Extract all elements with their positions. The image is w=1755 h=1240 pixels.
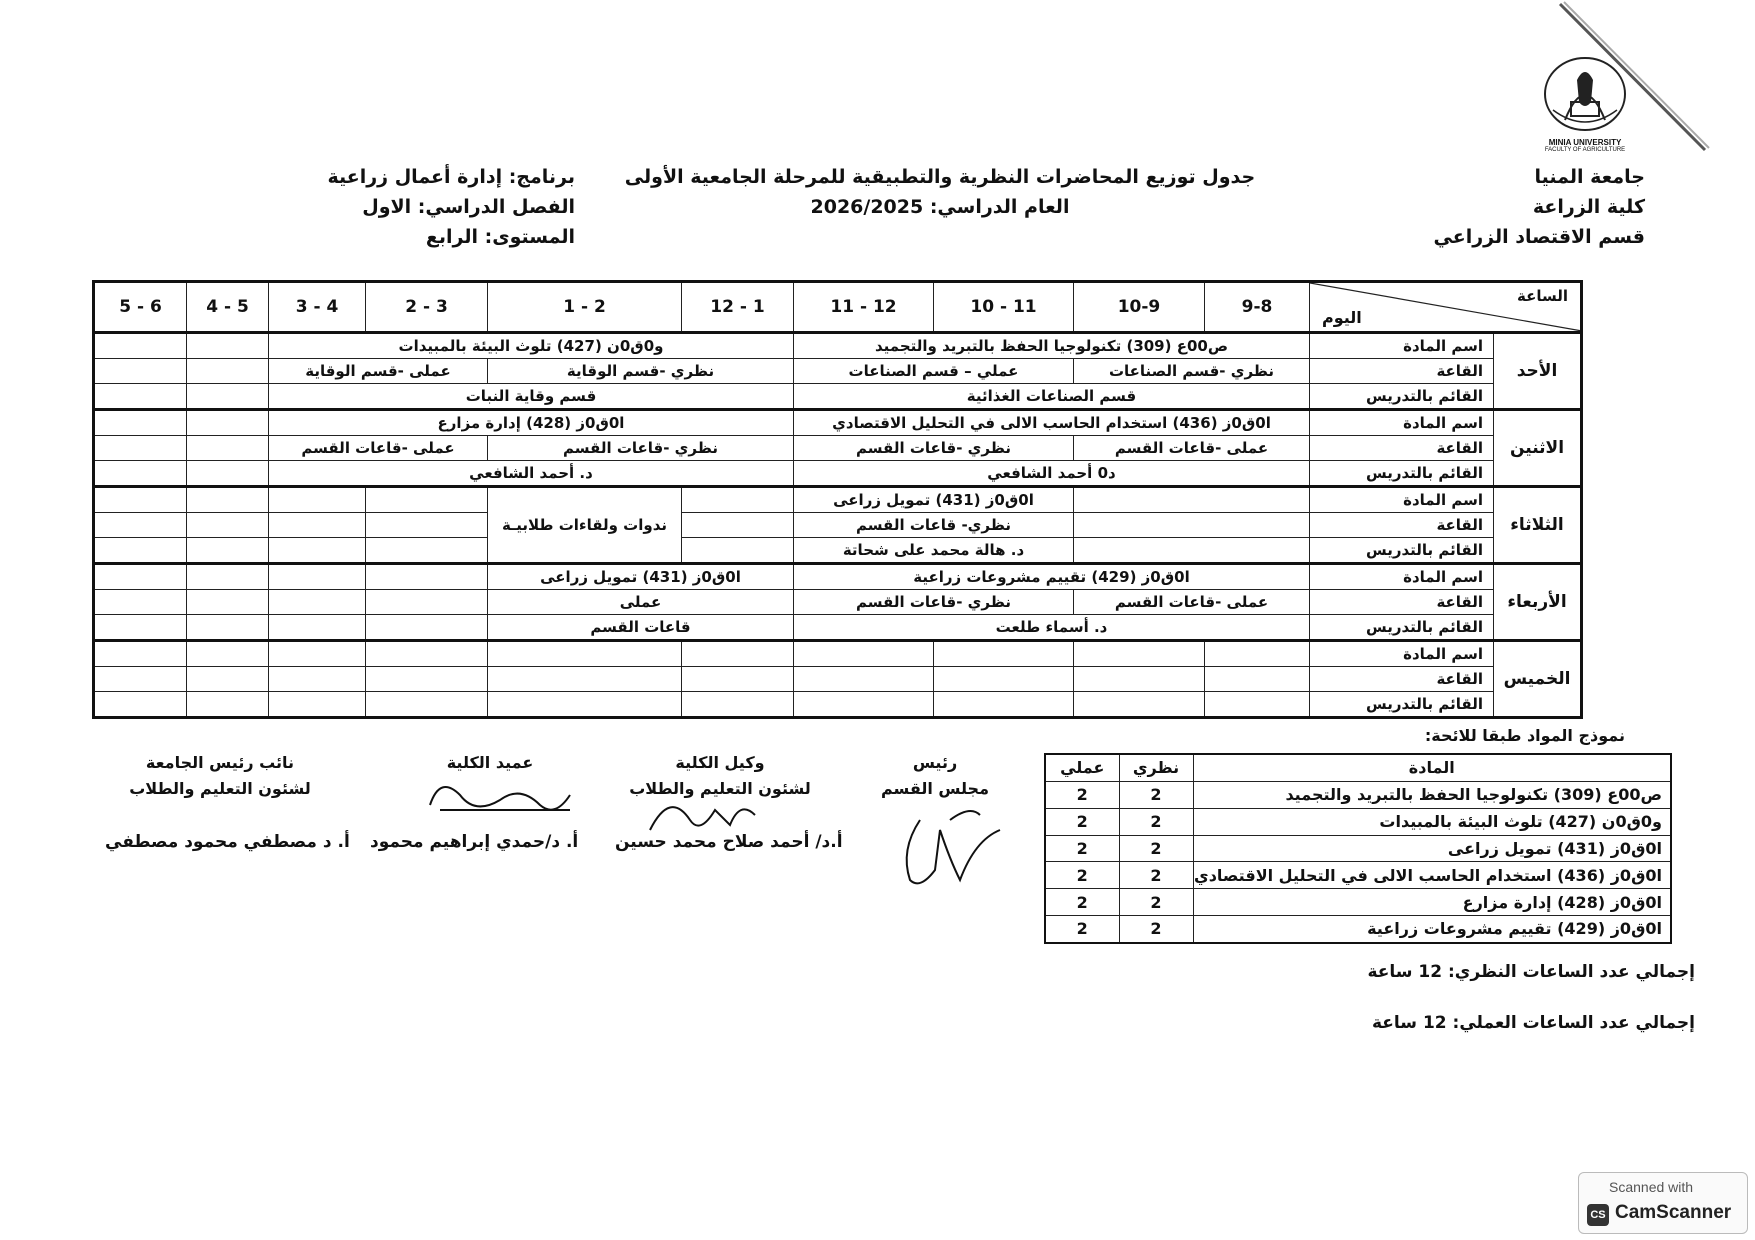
empty-cell bbox=[269, 538, 366, 564]
level: المستوى: الرابع bbox=[425, 226, 575, 248]
monday-subject-row bbox=[94, 410, 1582, 436]
monday-room-row bbox=[94, 436, 1582, 461]
empty-cell bbox=[682, 538, 794, 564]
empty-cell bbox=[94, 667, 187, 692]
camscanner-badge bbox=[1578, 1172, 1748, 1234]
schedule-cell: نظري -قاعات القسم bbox=[488, 436, 794, 461]
schedule-cell: نظري -قاعات القسم bbox=[794, 590, 1074, 615]
schedule-cell: ا0ق0ز (431) تمويل زراعى bbox=[488, 564, 794, 590]
model-subject: ا0ق0ز (436) استخدام الحاسب الالى في التحليل الاقتصادي bbox=[1193, 862, 1671, 889]
empty-cell bbox=[682, 667, 794, 692]
schedule-cell: ا0ق0ز (429) تقييم مشروعات زراعية bbox=[794, 564, 1310, 590]
schedule-cell: نظري -قسم الوقاية bbox=[488, 359, 794, 384]
logo-emblem-icon bbox=[1535, 50, 1635, 134]
empty-cell bbox=[94, 461, 187, 487]
empty-cell bbox=[682, 641, 794, 667]
wednesday-teacher-row bbox=[94, 615, 1582, 641]
row-label-room: القاعة bbox=[1310, 359, 1494, 384]
header-program bbox=[327, 162, 575, 252]
empty-cell bbox=[187, 641, 269, 667]
wednesday-subject-row bbox=[94, 564, 1582, 590]
empty-cell bbox=[94, 538, 187, 564]
empty-cell bbox=[1205, 641, 1310, 667]
empty-cell bbox=[934, 692, 1074, 718]
empty-cell bbox=[794, 692, 934, 718]
program-name: برنامج: إدارة أعمال زراعية bbox=[327, 166, 575, 188]
row-label-subject: اسم المادة bbox=[1310, 410, 1494, 436]
wednesday-room-row bbox=[94, 590, 1582, 615]
vice-dean-title: وكيل الكلية bbox=[675, 753, 765, 772]
row-label-teacher: القائم بالتدريس bbox=[1310, 692, 1494, 718]
schedule-cell: و0ق0ن (427) تلوث البيئة بالمبيدات bbox=[269, 333, 794, 359]
schedule-cell: نظري -قسم الصناعات bbox=[1074, 359, 1310, 384]
empty-cell bbox=[1074, 667, 1205, 692]
total-theory-hours: إجمالي عدد الساعات النظري: 12 ساعة bbox=[1367, 962, 1695, 982]
schedule-cell: عملى -قاعات القسم bbox=[269, 436, 488, 461]
corner-cell bbox=[1310, 282, 1582, 333]
schedule-cell: د. هالة محمد على شحاتة bbox=[794, 538, 1074, 564]
day-sunday: الأحد bbox=[1494, 333, 1582, 410]
empty-cell bbox=[488, 641, 682, 667]
model-header-theory: نظري bbox=[1119, 754, 1193, 781]
model-subject: ا0ق0ز (431) تمويل زراعى bbox=[1193, 835, 1671, 862]
empty-cell bbox=[1074, 487, 1310, 513]
model-practical: 2 bbox=[1045, 808, 1119, 835]
model-theory: 2 bbox=[1119, 889, 1193, 916]
day-tuesday: الثلاثاء bbox=[1494, 487, 1582, 564]
camscanner-name: CamScanner bbox=[1615, 1202, 1732, 1223]
day-monday: الاثنين bbox=[1494, 410, 1582, 487]
vp-name: أ. د مصطفي محمود مصطفي bbox=[105, 832, 350, 852]
schedule-table bbox=[92, 280, 1583, 719]
empty-cell bbox=[94, 513, 187, 538]
empty-cell bbox=[94, 410, 187, 436]
empty-cell bbox=[366, 590, 488, 615]
slot-header: 10-9 bbox=[1074, 282, 1205, 333]
slot-header: 1 - 12 bbox=[682, 282, 794, 333]
sunday-subject-row bbox=[94, 333, 1582, 359]
vice-dean-name: أ.د/ أحمد صلاح محمد حسين bbox=[615, 832, 843, 852]
slot-header: 12 - 11 bbox=[794, 282, 934, 333]
seminar-cell: ندوات ولقاءات طلابيـة bbox=[488, 487, 682, 564]
schedule-cell: ا0ق0ز (436) استخدام الحاسب الالى في التحليل الاقتصادي bbox=[794, 410, 1310, 436]
thursday-room-row bbox=[94, 667, 1582, 692]
schedule-cell: قسم الصناعات الغذائية bbox=[794, 384, 1310, 410]
empty-cell bbox=[1074, 513, 1310, 538]
empty-cell bbox=[269, 590, 366, 615]
empty-cell bbox=[94, 384, 187, 410]
model-practical: 2 bbox=[1045, 781, 1119, 808]
total-practical-hours: إجمالي عدد الساعات العملي: 12 ساعة bbox=[1371, 1013, 1695, 1033]
empty-cell bbox=[488, 667, 682, 692]
table-row bbox=[1045, 781, 1671, 808]
model-theory: 2 bbox=[1119, 835, 1193, 862]
slot-header: 6 - 5 bbox=[94, 282, 187, 333]
empty-cell bbox=[187, 667, 269, 692]
logo-subtext: FACULTY OF AGRICULTURE bbox=[1544, 147, 1626, 153]
schedule-cell: عملى -قاعات القسم bbox=[1074, 436, 1310, 461]
page-title: جدول توزيع المحاضرات النظرية والتطبيقية للمرحلة الجامعية الأولى bbox=[624, 166, 1256, 188]
logo-text: MINIA UNIVERSITY bbox=[1548, 138, 1622, 147]
schedule-cell: نظري -قاعات القسم bbox=[794, 436, 1074, 461]
dean-signature bbox=[420, 770, 580, 825]
empty-cell bbox=[187, 590, 269, 615]
header-institution bbox=[1434, 162, 1646, 252]
model-subjects-table bbox=[1044, 753, 1672, 944]
schedule-cell: ا0ق0ز (428) إدارة مزارع bbox=[269, 410, 794, 436]
row-label-subject: اسم المادة bbox=[1310, 564, 1494, 590]
row-label-teacher: القائم بالتدريس bbox=[1310, 461, 1494, 487]
dept-head-signature-block bbox=[860, 750, 1010, 802]
table-row bbox=[1045, 862, 1671, 889]
empty-cell bbox=[187, 461, 269, 487]
empty-cell bbox=[269, 667, 366, 692]
empty-cell bbox=[366, 538, 488, 564]
empty-cell bbox=[269, 641, 366, 667]
empty-cell bbox=[187, 384, 269, 410]
empty-cell bbox=[187, 359, 269, 384]
corner-day-label: اليوم bbox=[1322, 308, 1362, 327]
department-name: قسم الاقتصاد الزراعي bbox=[1433, 226, 1645, 248]
day-thursday: الخميس bbox=[1494, 641, 1582, 718]
schedule-cell: قسم وقاية النبات bbox=[269, 384, 794, 410]
empty-cell bbox=[187, 333, 269, 359]
empty-cell bbox=[366, 513, 488, 538]
empty-cell bbox=[488, 692, 682, 718]
schedule-cell: د. أحمد الشافعي bbox=[269, 461, 794, 487]
university-name: جامعة المنيا bbox=[1534, 166, 1645, 188]
empty-cell bbox=[269, 487, 366, 513]
corner-hour-label: الساعة bbox=[1516, 287, 1568, 305]
row-label-teacher: القائم بالتدريس bbox=[1310, 538, 1494, 564]
empty-cell bbox=[269, 564, 366, 590]
model-header-practical: عملي bbox=[1045, 754, 1119, 781]
model-subject: و0ق0ن (427) تلوث البيئة بالمبيدات bbox=[1193, 808, 1671, 835]
empty-cell bbox=[94, 333, 187, 359]
model-header-subject: المادة bbox=[1193, 754, 1671, 781]
vp-subtitle: لشئون التعليم والطلاب bbox=[129, 779, 311, 798]
scanned-with-label: Scanned with bbox=[1609, 1179, 1694, 1195]
schedule-cell: قاعات القسم bbox=[488, 615, 794, 641]
empty-cell bbox=[366, 615, 488, 641]
dept-head-title: رئيس bbox=[912, 753, 958, 772]
thursday-teacher-row bbox=[94, 692, 1582, 718]
row-label-subject: اسم المادة bbox=[1310, 333, 1494, 359]
empty-cell bbox=[94, 436, 187, 461]
empty-cell bbox=[187, 615, 269, 641]
empty-cell bbox=[187, 436, 269, 461]
empty-cell bbox=[1205, 692, 1310, 718]
empty-cell bbox=[794, 641, 934, 667]
empty-cell bbox=[934, 667, 1074, 692]
model-theory: 2 bbox=[1119, 915, 1193, 943]
empty-cell bbox=[187, 538, 269, 564]
university-logo bbox=[1535, 50, 1635, 153]
empty-cell bbox=[794, 667, 934, 692]
empty-cell bbox=[1205, 667, 1310, 692]
camscanner-logo-icon: CS bbox=[1587, 1204, 1609, 1226]
slot-header: 3 - 2 bbox=[366, 282, 488, 333]
model-subject: ص00ع (309) تكنولوجيا الحفظ بالتبريد والتجميد bbox=[1193, 781, 1671, 808]
empty-cell bbox=[366, 487, 488, 513]
model-subject: ا0ق0ز (428) إدارة مزارع bbox=[1193, 889, 1671, 916]
day-wednesday: الأربعاء bbox=[1494, 564, 1582, 641]
empty-cell bbox=[187, 513, 269, 538]
empty-cell bbox=[1074, 641, 1205, 667]
row-label-subject: اسم المادة bbox=[1310, 641, 1494, 667]
tuesday-teacher-row bbox=[94, 538, 1582, 564]
empty-cell bbox=[94, 615, 187, 641]
slot-header: 9-8 bbox=[1205, 282, 1310, 333]
vice-dean-subtitle: لشئون التعليم والطلاب bbox=[629, 779, 811, 798]
empty-cell bbox=[269, 615, 366, 641]
empty-cell bbox=[187, 410, 269, 436]
row-label-room: القاعة bbox=[1310, 513, 1494, 538]
row-label-room: القاعة bbox=[1310, 667, 1494, 692]
schedule-cell: نظري- قاعات القسم bbox=[794, 513, 1074, 538]
sunday-teacher-row bbox=[94, 384, 1582, 410]
empty-cell bbox=[94, 359, 187, 384]
empty-cell bbox=[94, 487, 187, 513]
empty-cell bbox=[187, 487, 269, 513]
empty-cell bbox=[269, 692, 366, 718]
schedule-cell: عملى -قاعات القسم bbox=[1074, 590, 1310, 615]
schedule-cell: ص00ع (309) تكنولوجيا الحفظ بالتبريد والتجميد bbox=[794, 333, 1310, 359]
row-label-teacher: القائم بالتدريس bbox=[1310, 615, 1494, 641]
model-theory: 2 bbox=[1119, 808, 1193, 835]
model-theory: 2 bbox=[1119, 781, 1193, 808]
model-practical: 2 bbox=[1045, 835, 1119, 862]
row-label-subject: اسم المادة bbox=[1310, 487, 1494, 513]
tuesday-room-row bbox=[94, 513, 1582, 538]
model-header-row bbox=[1045, 754, 1671, 781]
model-theory: 2 bbox=[1119, 862, 1193, 889]
empty-cell bbox=[187, 564, 269, 590]
empty-cell bbox=[366, 692, 488, 718]
schedule-cell: د. أسماء طلعت bbox=[794, 615, 1310, 641]
slot-header: 4 - 3 bbox=[269, 282, 366, 333]
empty-cell bbox=[1074, 692, 1205, 718]
model-subject: ا0ق0ز (429) تقييم مشروعات زراعية bbox=[1193, 915, 1671, 943]
empty-cell bbox=[366, 564, 488, 590]
academic-year: العام الدراسي: 2026/2025 bbox=[810, 196, 1070, 218]
row-label-room: القاعة bbox=[1310, 590, 1494, 615]
slot-header: 11 - 10 bbox=[934, 282, 1074, 333]
empty-cell bbox=[934, 641, 1074, 667]
header-title-block bbox=[600, 162, 1280, 222]
model-practical: 2 bbox=[1045, 915, 1119, 943]
schedule-header-row bbox=[94, 282, 1582, 333]
tuesday-subject-row bbox=[94, 487, 1582, 513]
monday-teacher-row bbox=[94, 461, 1582, 487]
empty-cell bbox=[682, 513, 794, 538]
dean-title: عميد الكلية bbox=[446, 753, 534, 772]
empty-cell bbox=[366, 641, 488, 667]
empty-cell bbox=[366, 667, 488, 692]
table-row bbox=[1045, 808, 1671, 835]
schedule-cell: عملى bbox=[488, 590, 794, 615]
dept-head-council: مجلس القسم bbox=[881, 779, 989, 798]
row-label-teacher: القائم بالتدريس bbox=[1310, 384, 1494, 410]
model-practical: 2 bbox=[1045, 862, 1119, 889]
faculty-name: كلية الزراعة bbox=[1532, 196, 1645, 218]
schedule-cell: عملي – قسم الصناعات bbox=[794, 359, 1074, 384]
empty-cell bbox=[682, 692, 794, 718]
empty-cell bbox=[1074, 538, 1310, 564]
table-row bbox=[1045, 915, 1671, 943]
vp-signature-block bbox=[120, 750, 320, 802]
empty-cell bbox=[94, 564, 187, 590]
semester: الفصل الدراسي: الاول bbox=[362, 196, 575, 218]
empty-cell bbox=[94, 692, 187, 718]
schedule-cell: عملى -قسم الوقاية bbox=[269, 359, 488, 384]
model-table-title: نموذج المواد طبقا للائحة: bbox=[1424, 726, 1625, 745]
dean-name: أ. د/حمدي إبراهيم محمود bbox=[370, 832, 579, 852]
row-label-room: القاعة bbox=[1310, 436, 1494, 461]
empty-cell bbox=[94, 590, 187, 615]
vp-title: نائب رئيس الجامعة bbox=[145, 753, 295, 772]
table-row bbox=[1045, 889, 1671, 916]
vice-dean-signature bbox=[640, 780, 770, 840]
empty-cell bbox=[94, 641, 187, 667]
empty-cell bbox=[187, 692, 269, 718]
table-row bbox=[1045, 835, 1671, 862]
dept-head-signature bbox=[880, 800, 1020, 900]
thursday-subject-row bbox=[94, 641, 1582, 667]
schedule-cell: د0 أحمد الشافعي bbox=[794, 461, 1310, 487]
empty-cell bbox=[682, 487, 794, 513]
schedule-cell: ا0ق0ز (431) تمويل زراعى bbox=[794, 487, 1074, 513]
slot-header: 5 - 4 bbox=[187, 282, 269, 333]
slot-header: 2 - 1 bbox=[488, 282, 682, 333]
sunday-room-row bbox=[94, 359, 1582, 384]
empty-cell bbox=[269, 513, 366, 538]
model-practical: 2 bbox=[1045, 889, 1119, 916]
